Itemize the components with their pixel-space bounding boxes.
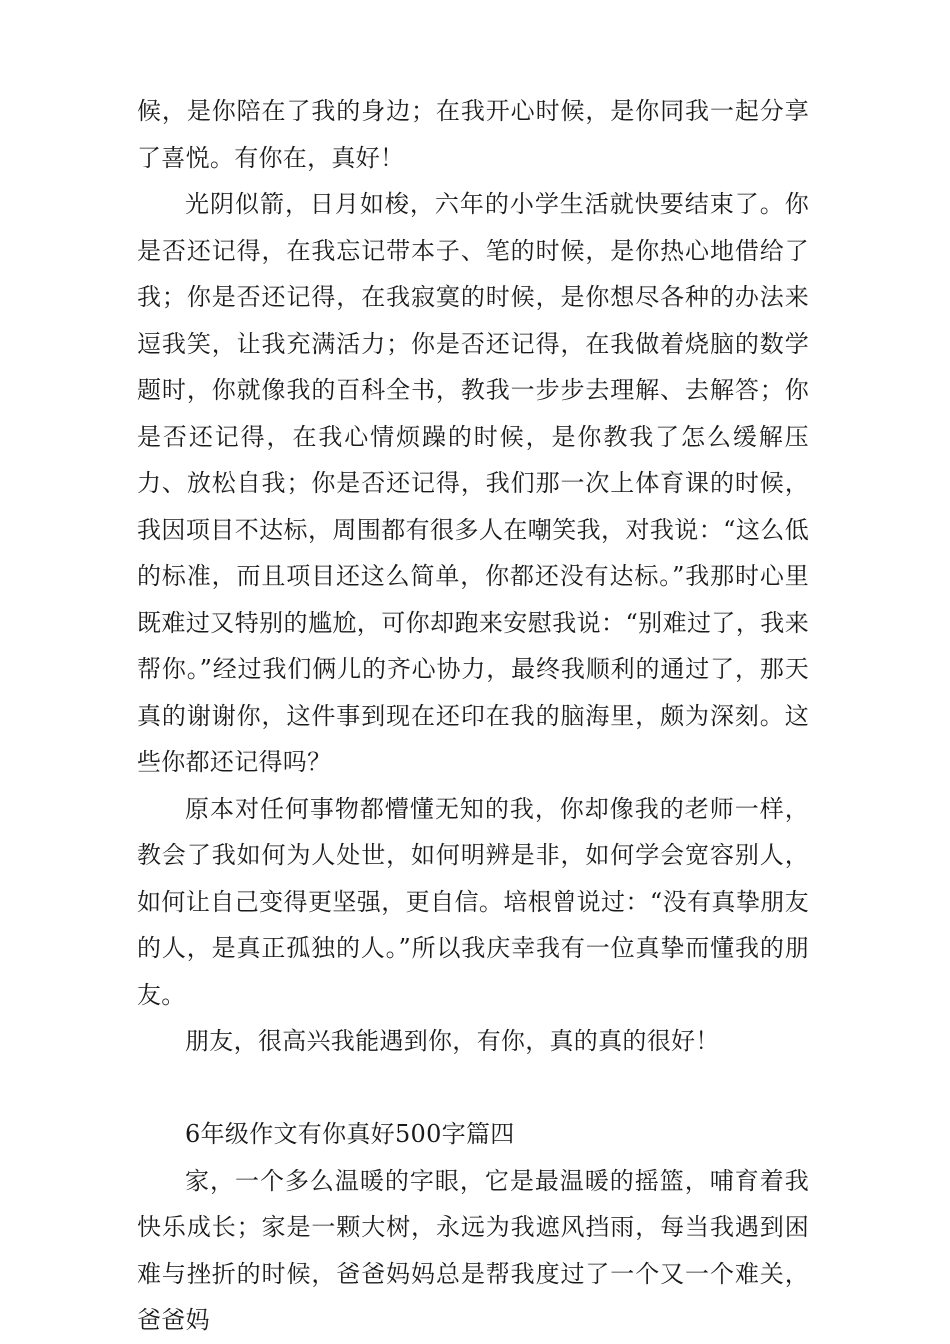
section-heading: 6年级作文有你真好500字篇四 [185, 1120, 515, 1148]
paragraph-family: 家，一个多么温暖的字眼，它是最温暖的摇篮，哺育着我快乐成长；家是一颗大树，永远为我遮风挡雨，每当我遇到困难与挫折的时候，爸爸妈妈总是帮我度过了一个又一个难关，爸爸妈 [137, 1166, 809, 1334]
paragraph-memories: 光阴似箭，日月如梭，六年的小学生活就快要结束了。你是否还记得，在我忘记带本子、笔的时候，是你热心地借给了我；你是否还记得，在我寂寞的时候，是你想尽各种的办法来逗我笑，让我充满活力；你是否还记得，在我做着烧脑的数学题时，你就像我的百科全书，教我一步步去理解、去解答；你是否还记得，在我心情烦躁的时候，是你教我了怎么缓解压力、放松自我；你是否还记得，我们那一次上体育课的时候，我因项目不达标，周围都有很多人在嘲笑我，对我说：“这么低的标准，而且项目还这么简单，你都还没有达标。”我那时心里既难过又特别的尴尬，可你却跑来安慰我说：“别难过了，我来帮你。”经过我们俩儿的齐心协力，最终我顺利的通过了，那天真的谢谢你，这件事到现在还印在我的脑海里，颇为深刻。这些你都还记得吗？ [137, 190, 809, 776]
paragraph-continued: 候，是你陪在了我的身边；在我开心时候，是你同我一起分享了喜悦。有你在，真好！ [137, 97, 809, 172]
paragraph-teacher: 原本对任何事物都懵懂无知的我，你却像我的老师一样，教会了我如何为人处世，如何明辨是非，如何学会宽容别人，如何让自己变得更坚强，更自信。培根曾说过：“没有真挚朋友的人，是真正孤独的人。”所以我庆幸我有一位真挚而懂我的朋友。 [137, 794, 809, 1009]
document-body [137, 88, 809, 1344]
paragraph-closing: 朋友，很高兴我能遇到你，有你，真的真的很好！ [185, 1027, 720, 1055]
